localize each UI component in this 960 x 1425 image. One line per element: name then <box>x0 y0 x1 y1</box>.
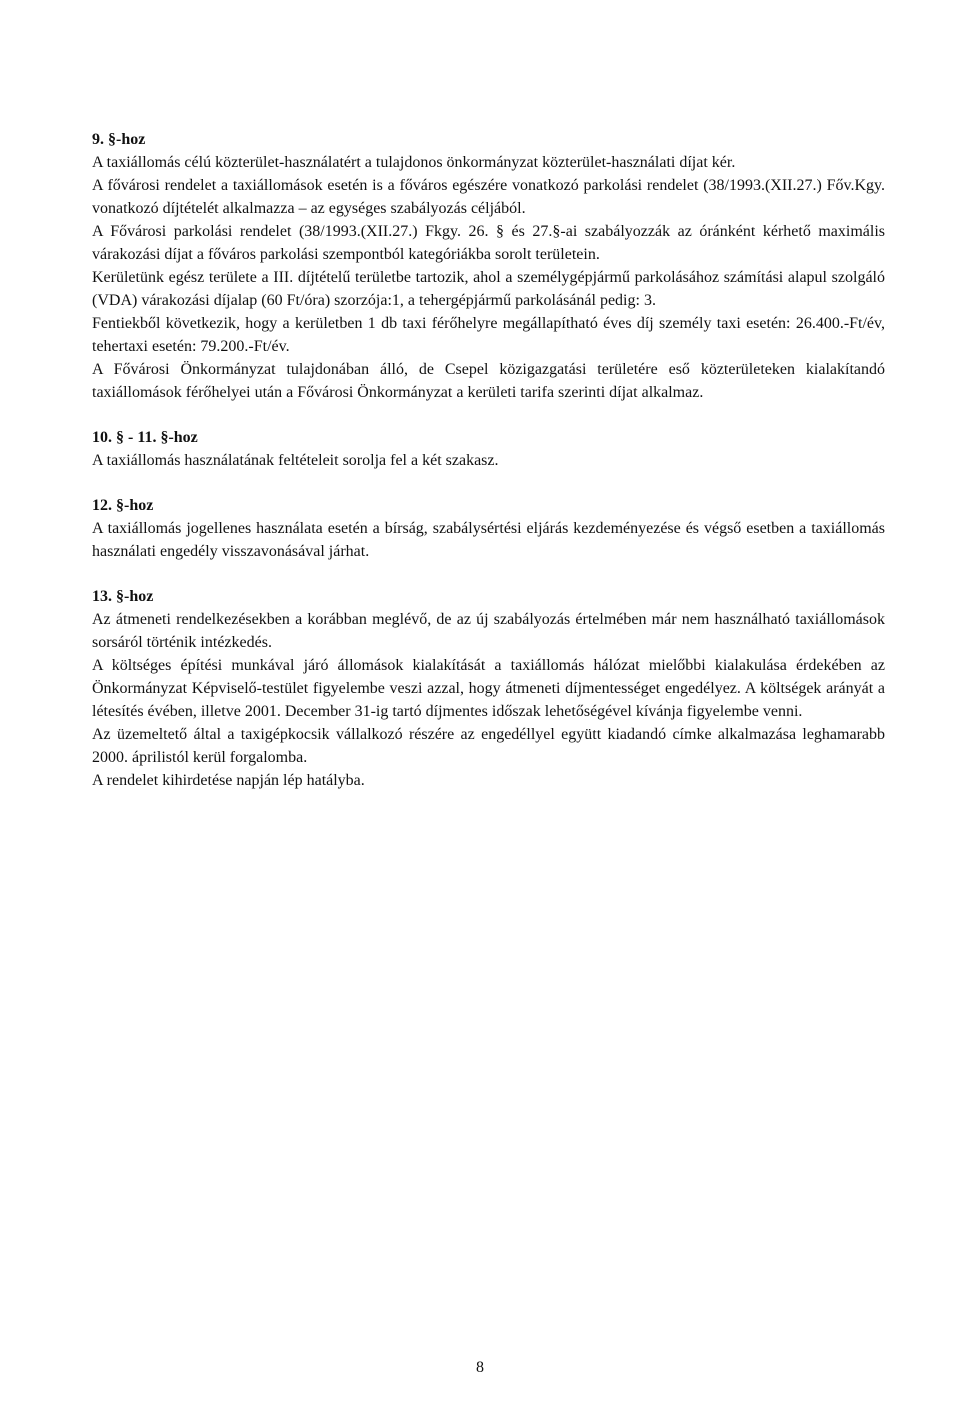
paragraph: A fővárosi rendelet a taxiállomások esetén is a főváros egészére vonatkozó parkolási rendelet (38/1993.(XII.27.) Főv.Kgy. vonatkozó díjtételét alkalmazza – az egységes szabályozás céljából. <box>92 177 885 217</box>
section-heading: 12. §-hoz <box>92 497 154 514</box>
paragraph: A Fővárosi parkolási rendelet (38/1993.(XII.27.) Fkgy. 26. § és 27.§-ai szabályozzák az óránként kérhető maximális várakozási díjat a főváros parkolási szempontból kategóriákba sorolt területein. <box>92 223 885 263</box>
section-13 <box>92 585 885 792</box>
paragraph: A Fővárosi Önkormányzat tulajdonában álló, de Csepel közigazgatási területére eső közterületeken kialakítandó taxiállomások férőhelyei után a Fővárosi Önkormányzat a kerületi tarifa szerinti díjat alkalmaz. <box>92 361 885 401</box>
document-page <box>92 128 885 814</box>
paragraph: Fentiekből következik, hogy a kerületben 1 db taxi férőhelyre megállapítható éves díj személy taxi esetén: 26.400.-Ft/év, tehertaxi esetén: 79.200.-Ft/év. <box>92 315 885 355</box>
section-12 <box>92 494 885 563</box>
paragraph: A költséges építési munkával járó állomások kialakítását a taxiállomás hálózat mielőbbi kialakulása érdekében az Önkormányzat Képviselő-testület figyelembe veszi azzal, hogy átmeneti díjmentességet engedélyez. A költségek arányát a létesítés évében, illetve 2001. December 31-ig tartó díjmentes időszak lehetőségével kívánja figyelembe venni. <box>92 657 885 720</box>
paragraph: Az átmeneti rendelkezésekben a korábban meglévő, de az új szabályozás értelmében már nem használható taxiállomások sorsáról történik intézkedés. <box>92 611 885 651</box>
section-heading: 13. §-hoz <box>92 588 154 605</box>
paragraph: Az üzemeltető által a taxigépkocsik vállalkozó részére az engedéllyel együtt kiadandó címke alkalmazása leghamarabb 2000. áprilistól kerül forgalomba. <box>92 726 885 766</box>
page-number: 8 <box>476 1359 484 1376</box>
paragraph: A taxiállomás jogellenes használata esetén a bírság, szabálysértési eljárás kezdeményezése és végső esetben a taxiállomás használati engedély visszavonásával járhat. <box>92 520 885 560</box>
section-10-11 <box>92 426 885 472</box>
paragraph: A rendelet kihirdetése napján lép hatályba. <box>92 772 365 789</box>
paragraph: A taxiállomás használatának feltételeit sorolja fel a két szakasz. <box>92 452 499 469</box>
section-9 <box>92 128 885 404</box>
section-heading: 9. §-hoz <box>92 131 146 148</box>
paragraph: Kerületünk egész területe a III. díjtételű területbe tartozik, ahol a személygépjármű parkolásához számítási alapul szolgáló (VDA) várakozási díjalap (60 Ft/óra) szorzója:1, a tehergépjármű parkolásánál pedig: 3. <box>92 269 885 309</box>
paragraph: A taxiállomás célú közterület-használatért a tulajdonos önkormányzat közterület-használati díjat kér. <box>92 154 736 171</box>
section-heading: 10. § - 11. §-hoz <box>92 429 198 446</box>
